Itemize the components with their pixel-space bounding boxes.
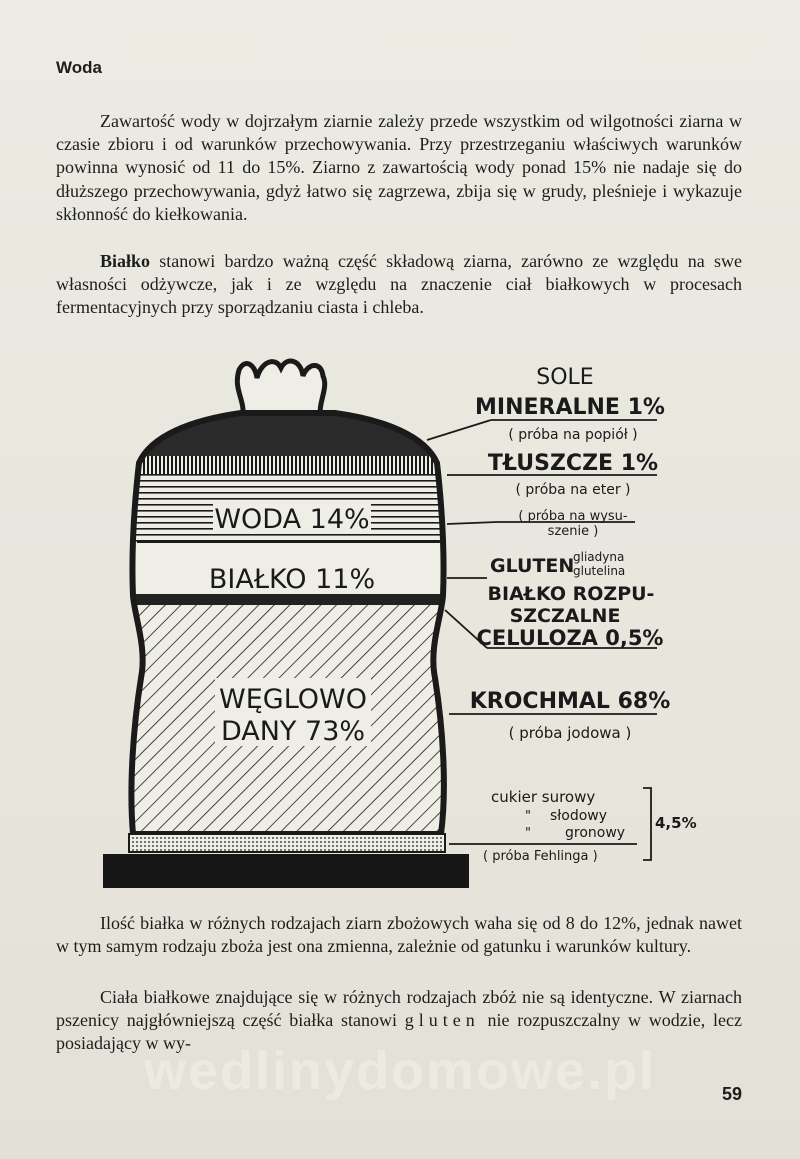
layer-fat bbox=[125, 456, 455, 474]
label-cukier-gronowy: gronowy bbox=[565, 825, 626, 841]
label-tluszcze: TŁUSZCZE 1% bbox=[487, 451, 659, 476]
label-bialko: BIAŁKO 11% bbox=[208, 564, 376, 595]
label-bialko-rozp-2: SZCZALNE bbox=[509, 605, 621, 627]
layer-cellulose bbox=[125, 594, 455, 605]
page-number: 59 bbox=[722, 1084, 743, 1104]
sack-base bbox=[103, 854, 469, 888]
label-weglowodany-2: DANY 73% bbox=[220, 716, 366, 747]
sack-knot-icon bbox=[237, 361, 324, 418]
label-celuloza: CELULOZA 0,5% bbox=[476, 626, 664, 650]
term-gluten: gluten bbox=[404, 1010, 480, 1031]
label-ditto-2: " bbox=[525, 826, 531, 841]
label-gliadyna: gliadyna bbox=[573, 550, 625, 564]
section-heading: Woda bbox=[56, 58, 102, 77]
paragraph-protein-text: stanowi bardzo ważną część składową ziarna, zarówno ze względu na swe własności odżywcze, jak i ze względu na znaczenie ciał białkowych w procesach fermentacyjnych przy sporządzaniu ciasta i chleba. bbox=[56, 251, 742, 318]
grain-composition-diagram bbox=[95, 348, 705, 893]
sack-body bbox=[125, 408, 455, 853]
label-ditto-1: " bbox=[525, 809, 531, 824]
label-bialko-rozp-1: BIAŁKO ROZPU- bbox=[487, 583, 655, 605]
label-cukier-slodowy: słodowy bbox=[550, 808, 608, 824]
label-woda-test-2: szenie ) bbox=[547, 524, 599, 539]
label-cukier-test: ( próba Fehlinga ) bbox=[483, 849, 598, 864]
label-gluten: GLUTEN bbox=[490, 555, 575, 577]
label-cukier-total: 4,5% bbox=[655, 814, 697, 832]
label-sole-test: ( próba na popiół ) bbox=[508, 427, 638, 443]
paragraph-protein bbox=[56, 250, 742, 320]
label-woda: WODA 14% bbox=[214, 504, 370, 535]
label-krochmal-test: ( próba jodowa ) bbox=[508, 724, 632, 742]
label-sole-1: SOLE bbox=[536, 365, 594, 390]
label-glutelina: glutelina bbox=[573, 564, 626, 578]
paragraph-protein-amount: Ilość białka w różnych rodzajach ziarn zbożowych waha się od 8 do 12%, jednak nawet w tym samym rodzaju zboża jest ona zmienna, zależnie od gatunku i warunków kultury. bbox=[56, 913, 742, 957]
watermark: wedlinydomowe.pl bbox=[143, 1041, 657, 1101]
label-krochmal: KROCHMAL 68% bbox=[469, 689, 671, 714]
label-woda-test-1: ( próba na wysu- bbox=[518, 509, 628, 524]
label-tluszcze-test: ( próba na eter ) bbox=[515, 482, 631, 498]
label-weglowodany-1: WĘGLOWO bbox=[219, 684, 367, 715]
paragraph-water: Zawartość wody w dojrzałym ziarnie zależy przede wszystkim od wilgotności ziarna w czasie zbioru i od warunków przechowywania. Przy przestrzeganiu właściwych warunków powinna wynosić od 11 do 15%. Ziarno z zawartością wody ponad 15% nie nadaje się do dłuższego przechowywania, gdyż łatwo się zagrzewa, zbija się w grudy, pleśnieje i wykazuje skłonność do kiełkowania. bbox=[56, 111, 742, 224]
term-bialko: Białko bbox=[100, 251, 151, 271]
paragraph-protein-types-start: Ciała białkowe znajdujące się w różnych rodzajach zbóż nie są identyczne. W ziarnach pszenicy najgłówniejszą część białka stanowi bbox=[56, 987, 742, 1031]
paragraph-protein-types-end: nie rozpuszczalny w wodzie, lecz posiadający w wy- bbox=[56, 1010, 742, 1054]
label-cukier: cukier surowy bbox=[491, 788, 596, 806]
label-sole-2: MINERALNE 1% bbox=[475, 395, 665, 420]
